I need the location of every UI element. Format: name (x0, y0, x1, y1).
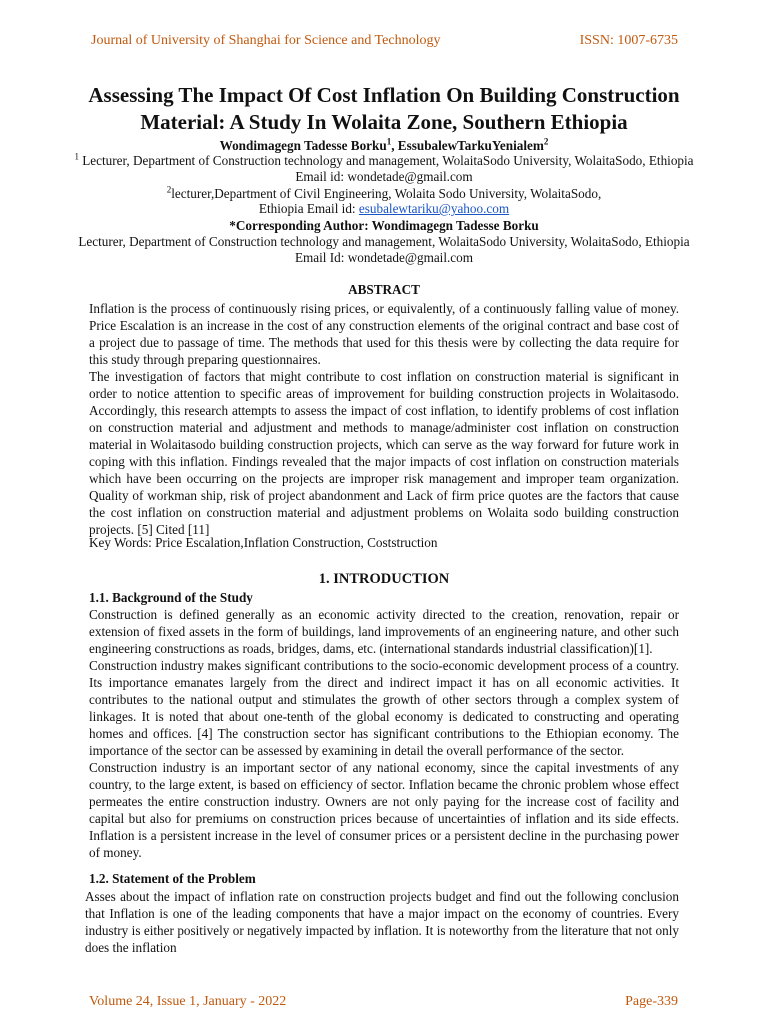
abstract-body (89, 300, 679, 538)
introduction-heading: 1. INTRODUCTION (318, 571, 450, 587)
problem-statement-body: Asses about the impact of inflation rate on construction projects budget and find out the following conclusion that Inflation is one of the leading components that have a major impact on the economy of countries. Every industry is either positively or negatively impacted by inflation. It is noteworthy from the literature that not only does the inflation (85, 889, 679, 955)
journal-name: Journal of University of Shanghai for Science and Technology (91, 33, 441, 48)
affiliation-2-text: lecturer,Department of Civil Engineering, Wolaita Sodo University, WolaitaSodo, (171, 186, 602, 201)
abstract-heading: ABSTRACT (348, 282, 420, 297)
corresponding-author: *Corresponding Author: Wondimagegn Tadesse Borku (229, 218, 539, 233)
title-line-1: Assessing The Impact Of Cost Inflation On Building Construction (88, 83, 680, 107)
background-heading: 1.1. Background of the Study (89, 590, 253, 605)
author-2: EssubalewTarkuYenialem (397, 138, 544, 153)
problem-statement-heading: 1.2. Statement of the Problem (89, 871, 256, 886)
email-2-link[interactable]: esubalewtariku@yahoo.com (358, 201, 510, 216)
affiliation-1-mark: 1 (74, 151, 79, 162)
page-number: Page-339 (625, 994, 678, 1009)
introduction-body (89, 589, 679, 861)
author-1: Wondimagegn Tadesse Borku (219, 138, 387, 153)
email-1: Email id: wondetade@gmail.com (295, 169, 473, 184)
affiliation-1 (60, 152, 708, 169)
volume-info: Volume 24, Issue 1, January - 2022 (89, 994, 287, 1009)
background-paragraph-3: Construction industry is an important sector of any national economy, since the capital investments of any country, to the large extent, is based on efficiency of sector. Inflation became the chronic problem whose effect permeates the entire construction industry. Owners are not only paying for the increase cost of facility and capital but also for premiums on construction prices because of uncertainties of inflation and its side effects. Inflation is a persistent increase in the level of consumer prices or a persistent decline in the purchasing power of money. (89, 760, 679, 860)
issn: ISSN: 1007-6735 (579, 33, 678, 48)
paper-title (70, 82, 698, 136)
author-1-affil-mark: 1 (386, 136, 392, 147)
keywords: Key Words: Price Escalation,Inflation Construction, Coststruction (89, 535, 438, 550)
background-paragraph-2: Construction industry makes significant contributions to the socio-economic development process of a country. Its importance emanates largely from the direct and indirect impact it has on all economic activities. It contributes to the national output and stimulates the growth of other sectors through a complex system of linkages. It is noted that about one-tenth of the global economy is dedicated to constructing and operating homes and offices. [4] The construction sector has significant contributions to the Ethiopian economy. The importance of the sector can be assessed by examining in detail the overall performance of the sector. (89, 658, 679, 758)
affiliation-1-text: Lecturer, Department of Construction technology and management, WolaitaSodo University, WolaitaSodo, Ethiopia (78, 153, 694, 168)
email-2-prefix: Ethiopia Email id: (258, 201, 359, 216)
author-separator: , (391, 138, 398, 153)
title-line-2: Material: A Study In Wolaita Zone, Southern Ethiopia (140, 110, 628, 134)
affiliation-2-mark: 2 (166, 184, 172, 195)
abstract-paragraph-1: Inflation is the process of continuously rising prices, or equivalently, of a continuously falling value of money. Price Escalation is an increase in the cost of any construction elements of the original contract and base cost of a project due to passage of time. The methods that used for this thesis were by collecting the data require for this study through preparing questionnaires. (89, 301, 679, 367)
corresponding-affiliation: Lecturer, Department of Construction technology and management, WolaitaSodo University, WolaitaSodo, Ethiopia (78, 234, 690, 249)
corresponding-email: Email Id: wondetade@gmail.com (294, 250, 474, 265)
email-2-line (60, 200, 708, 217)
background-paragraph-1: Construction is defined generally as an economic activity directed to the creation, renovation, repair or extension of fixed assets in the form of buildings, land improvements of an engineering nature, and other such engineering constructions as roads, bridges, dams, etc. (international standards industrial classification)[1]. (89, 607, 679, 656)
abstract-paragraph-2: The investigation of factors that might contribute to cost inflation on construction material is significant in order to notice attention to specific areas of improvement for building construction projects in Wolaitasodo. Accordingly, this research attempts to assess the impact of cost inflation, to identify problems of cost inflation on construction material and adjustment and methods to manage/administer cost inflation on construction material in Wolaitasodo building construction projects, which can serve as the way forward for future work in coping with this inflation. Findings revealed that the major impacts of cost inflation on construction materials which have been occurring on the projects are improper risk management and improper team organization. Quality of workman ship, risk of project abandonment and Lack of firm price quotes are the factors that cause the cost inflation on construction material and adjustment problems on Wolaita sodo building construction projects. [5] Cited [11] (89, 369, 679, 537)
author-2-affil-mark: 2 (543, 136, 549, 147)
